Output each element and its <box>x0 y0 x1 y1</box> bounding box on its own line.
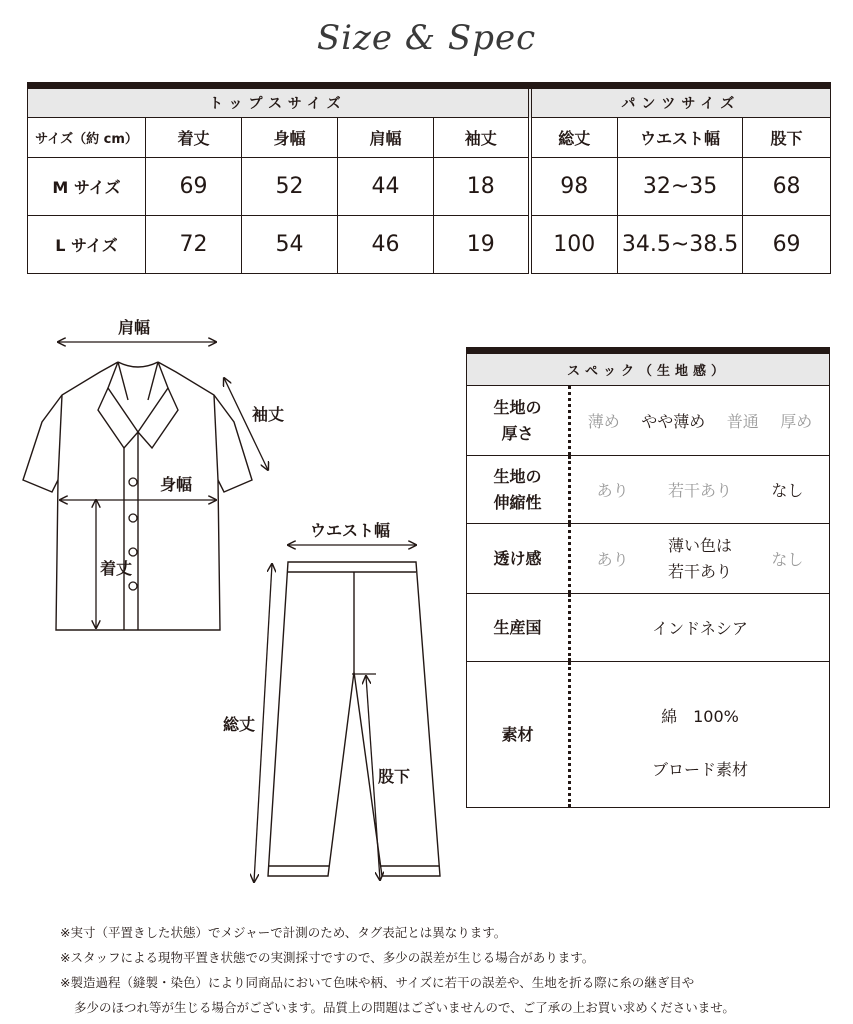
thickness-option: 薄め <box>587 412 620 431</box>
page-title: Size & Spec <box>316 18 537 58</box>
table-cell: 18 <box>434 158 530 216</box>
material-note: ブロード素材 <box>651 759 748 779</box>
table-cell: 19 <box>434 216 530 274</box>
table-cell: 32~35 <box>618 158 743 216</box>
table-cell: 98 <box>530 158 618 216</box>
spec-label: 素材 <box>467 662 571 807</box>
table-row <box>28 216 831 274</box>
total-length-label: 総丈 <box>223 715 256 734</box>
chest-label: 身幅 <box>160 475 193 494</box>
waist-label: ウエスト幅 <box>310 521 391 540</box>
material-value: 綿 100% <box>661 706 739 726</box>
spec-label: 透け感 <box>467 524 571 593</box>
stretch-option: 若干あり <box>667 481 732 500</box>
length-column-header: 着丈 <box>146 118 242 158</box>
sheer-option: あり <box>596 550 629 569</box>
sheer-option: なし <box>771 550 804 569</box>
spec-row-sheer <box>467 524 829 594</box>
shoulder-label: 肩幅 <box>118 318 151 337</box>
pants-size-header: パンツサイズ <box>530 86 831 118</box>
thickness-option: 厚め <box>780 412 813 431</box>
origin-value: インドネシア <box>652 619 748 638</box>
size-table <box>27 82 831 274</box>
pants-outline-icon <box>268 562 440 876</box>
spec-label: 生産国 <box>467 594 571 661</box>
shoulder-column-header: 肩幅 <box>338 118 434 158</box>
sleeve-column-header: 袖丈 <box>434 118 530 158</box>
table-cell: 100 <box>530 216 618 274</box>
spec-label: 生地の 伸縮性 <box>467 456 571 523</box>
size-name-cell: M サイズ <box>28 158 146 216</box>
spec-row-thickness <box>467 386 829 456</box>
spec-label: 生地の 厚さ <box>467 386 571 455</box>
spec-row-material <box>467 662 829 807</box>
inseam-column-header: 股下 <box>743 118 831 158</box>
thickness-option: 普通 <box>726 412 759 431</box>
note-line: ※製造過程（縫製・染色）により同商品において色味や柄、サイズに若干の誤差や、生地を折る際に糸の継ぎ目や <box>60 975 695 990</box>
note-line: 多少のほつれ等が生じる場合がございます。品質上の問題はございませんので、ご了承の上お買い求めくださいませ。 <box>74 1000 735 1015</box>
table-cell: 69 <box>743 216 831 274</box>
waist-column-header: ウエスト幅 <box>618 118 743 158</box>
inseam-label: 股下 <box>378 767 411 786</box>
spec-table <box>466 347 830 808</box>
table-cell: 34.5~38.5 <box>618 216 743 274</box>
sleeve-label: 袖丈 <box>252 405 285 424</box>
stretch-option-selected: なし <box>771 481 804 500</box>
sheer-option-selected: 薄い色は 若干あり <box>667 535 732 581</box>
table-cell: 72 <box>146 216 242 274</box>
total-length-column-header: 総丈 <box>530 118 618 158</box>
chest-column-header: 身幅 <box>242 118 338 158</box>
table-row <box>28 158 831 216</box>
notes <box>60 920 735 1020</box>
length-label: 着丈 <box>100 559 133 578</box>
tops-size-header: トップスサイズ <box>28 86 530 118</box>
table-cell: 46 <box>338 216 434 274</box>
note-line: ※実寸（平置きした状態）でメジャーで計測のため、タグ表記とは異なります。 <box>60 925 507 940</box>
pants-measure-arrows <box>254 545 416 882</box>
table-cell: 52 <box>242 158 338 216</box>
size-name-cell: L サイズ <box>28 216 146 274</box>
table-cell: 68 <box>743 158 831 216</box>
shirt-outline-icon <box>23 362 252 630</box>
spec-title: スペック（生地感） <box>467 354 829 386</box>
stretch-option: あり <box>596 481 629 500</box>
size-column-header: サイズ（約 cm） <box>28 118 146 158</box>
note-line: ※スタッフによる現物平置き状態での実測採寸ですので、多少の誤差が生じる場合があります。 <box>60 950 595 965</box>
spec-row-stretch <box>467 456 829 524</box>
thickness-option-selected: やや薄め <box>641 412 706 431</box>
spec-row-origin <box>467 594 829 662</box>
table-cell: 54 <box>242 216 338 274</box>
table-cell: 69 <box>146 158 242 216</box>
table-cell: 44 <box>338 158 434 216</box>
